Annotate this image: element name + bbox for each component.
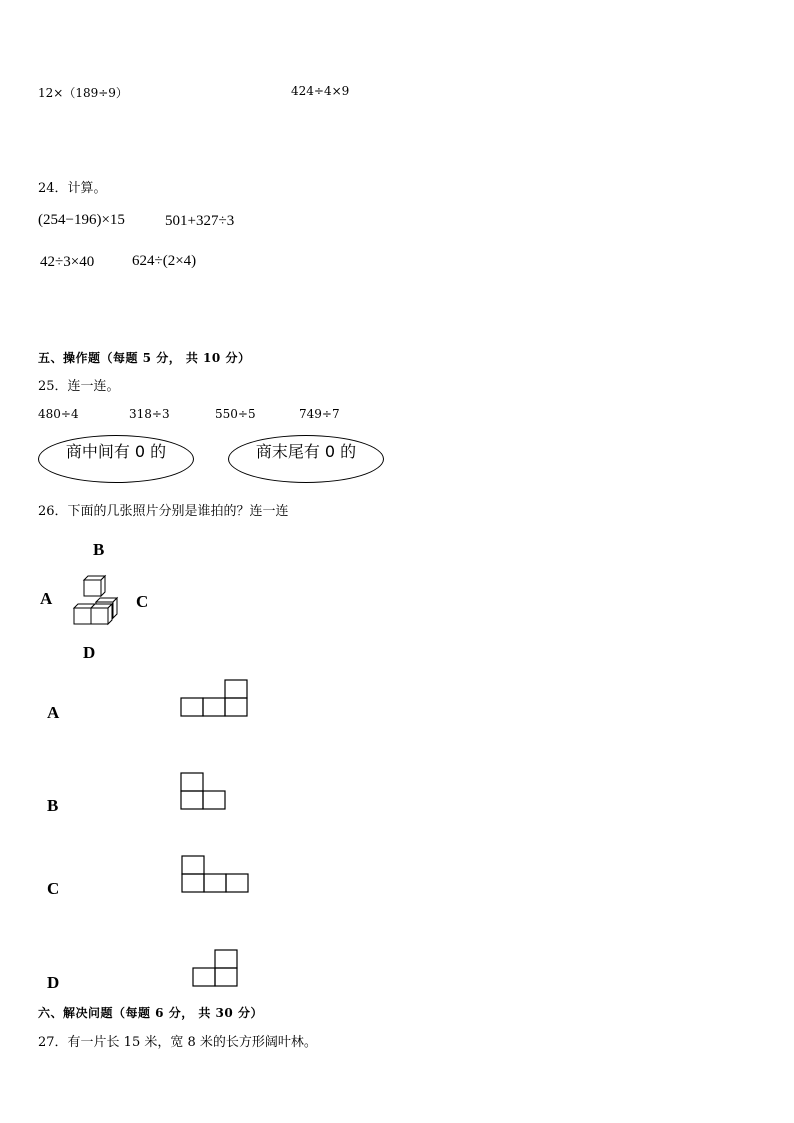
- q24-expr-2: 501+327÷3: [165, 213, 235, 229]
- q27-title: 27．有一片长 15 米，宽 8 米的长方形阔叶林。: [38, 1035, 317, 1050]
- q25-expr-1: 480÷4: [38, 407, 79, 421]
- q25-expr-2: 318÷3: [129, 407, 170, 421]
- q24-expr-1: (254−196)×15: [38, 212, 125, 228]
- view-b-label: B: [47, 796, 59, 815]
- direction-d-label: D: [83, 643, 96, 662]
- view-d-shape: [192, 950, 240, 988]
- q25-title: 25．连一连。: [38, 379, 120, 394]
- q25-expr-4: 749÷7: [299, 407, 340, 421]
- view-b-shape: [180, 773, 228, 811]
- q24-expr-4: 624÷(2×4): [132, 253, 197, 269]
- oval-zero-at-end: 商末尾有 0 的: [228, 435, 384, 483]
- cube-stack-figure: [70, 572, 122, 628]
- oval-zero-in-middle: 商中间有 0 的: [38, 435, 194, 483]
- q25-expr-3: 550÷5: [215, 407, 256, 421]
- q24-expr-3: 42÷3×40: [40, 254, 95, 270]
- view-a-shape: [180, 680, 250, 718]
- view-c-label: C: [47, 879, 60, 898]
- expression-left: 12×（189÷9）: [38, 86, 128, 100]
- view-c-shape: [181, 856, 251, 894]
- q24-title: 24．计算。: [38, 181, 107, 196]
- view-d-label: D: [47, 973, 60, 992]
- view-a-label: A: [47, 703, 60, 722]
- expression-right: 424÷4×9: [291, 84, 350, 98]
- q26-title: 26．下面的几张照片分别是谁拍的？连一连: [38, 504, 289, 519]
- section6-heading: 六、解决问题（每题 6 分， 共 30 分）: [38, 1006, 263, 1020]
- direction-a-label: A: [40, 589, 53, 608]
- direction-c-label: C: [136, 592, 149, 611]
- section5-heading: 五、操作题（每题 5 分， 共 10 分）: [38, 351, 251, 365]
- direction-b-label: B: [93, 540, 105, 559]
